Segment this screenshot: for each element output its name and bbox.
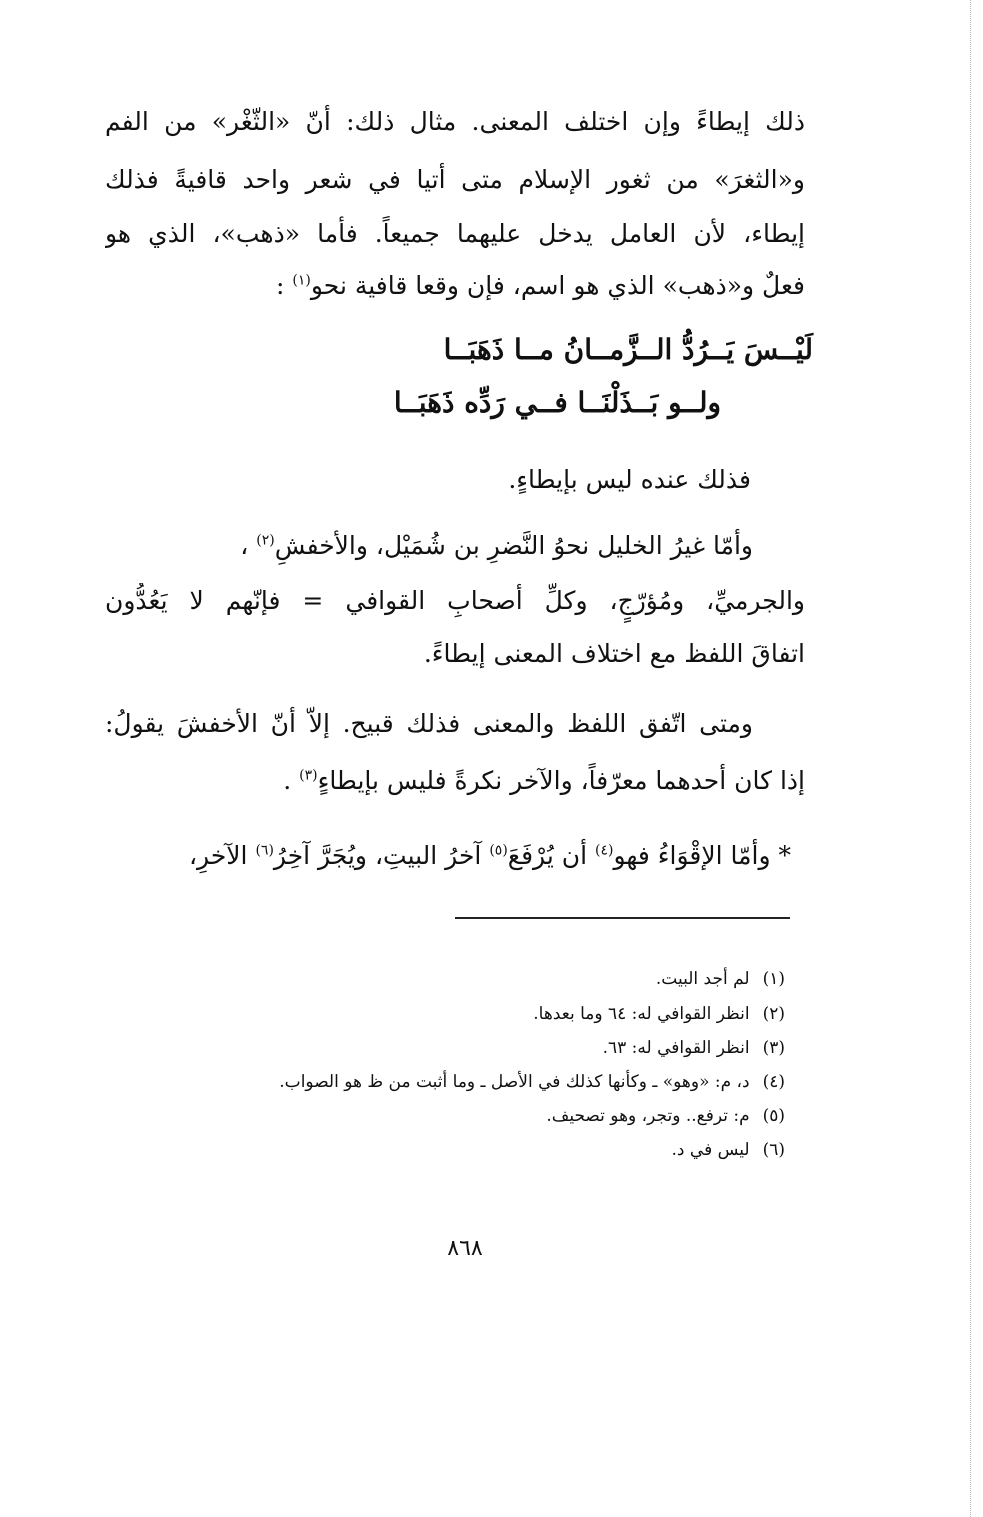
text-run: أن يُرْفَعَ: [507, 841, 595, 870]
text-run: وأمّا غيرُ الخليل نحوُ النَّضرِ بن شُمَيْل، والأخفشِ: [274, 531, 753, 560]
footnote-number: (٦): [762, 1140, 785, 1160]
text-run: اتفاقَ اللفظ مع اختلاف المعنى إيطاءً.: [423, 639, 805, 668]
text-run: ،: [240, 531, 257, 560]
page-number: ٨٦٨: [447, 1236, 483, 1261]
footnote-6: [672, 1137, 785, 1165]
footnote-text: د، م: «وهو» ـ وكأنها كذلك في الأصل ـ وما أثبت من ظ هو الصواب.: [279, 1072, 750, 1092]
text-run: ومتى اتّفق اللفظ والمعنى فذلك قبيح. إلاّ أنّ الأخفشَ يقولُ:: [105, 709, 753, 738]
verse-line-2: ولــو بَــذَلْنَــا فــي رَدِّه ذَهَبَــا: [393, 386, 721, 419]
footnote-5: [546, 1103, 785, 1131]
paragraph-1-line-2: [105, 162, 805, 202]
footnote-number: (١): [762, 969, 785, 989]
paragraph-1-line-4: [105, 268, 805, 308]
paragraph-4-line-1: [105, 706, 753, 746]
footnote-number: (٢): [762, 1004, 785, 1024]
footnote-2: [533, 1001, 785, 1029]
footnote-ref-6[interactable]: (٦): [255, 842, 274, 859]
footnote-ref-1[interactable]: (١): [292, 272, 311, 289]
footnote-text: انظر القوافي له: ٦٤ وما بعدها.: [533, 1004, 750, 1024]
footnote-ref-3[interactable]: (٣): [299, 767, 318, 784]
text-run: .: [283, 766, 300, 795]
text-run: ذلك إيطاءً وإن اختلف المعنى. مثال ذلك: أنّ «الثّغْر» من الفم: [105, 107, 805, 136]
text-run: إيطاء، لأن العامل يدخل عليهما جميعاً. فأما «ذهب»، الذي هو: [105, 219, 805, 248]
paragraph-3-line-2: [105, 583, 805, 623]
paragraph-3-line-3: [105, 636, 805, 676]
text-run: و«الثغرَ» من ثغور الإسلام متى أتيا في شعر واحد قافيةً فذلك: [105, 165, 805, 194]
paragraph-4-line-2: [105, 763, 805, 803]
footnote-text: ليس في د.: [671, 1140, 750, 1160]
text-run: :: [276, 271, 293, 300]
footnote-separator: [455, 917, 790, 919]
footnote-number: (٤): [762, 1072, 785, 1092]
footnote-3: [603, 1035, 785, 1063]
paragraph-5-line-1: [105, 838, 791, 878]
text-run: والجرميِّ، ومُؤرّجٍ، وكلِّ أصحابِ القوافي = فإنّهم لا يَعُدُّون: [105, 586, 805, 615]
footnote-ref-4[interactable]: (٤): [595, 842, 614, 859]
paragraph-1-line-1: [105, 104, 805, 144]
paragraph-1-line-3: [105, 216, 805, 256]
paragraph-2: [105, 462, 751, 502]
text-run: الآخرِ،: [188, 841, 256, 870]
text-run: فذلك عنده ليس بإيطاءٍ.: [508, 465, 751, 494]
footnote-number: (٣): [762, 1038, 785, 1058]
footnote-ref-5[interactable]: (٥): [489, 842, 508, 859]
text-run: * وأمّا الإقْوَاءُ فهو: [613, 841, 791, 870]
footnote-4: [279, 1069, 785, 1097]
footnote-text: انظر القوافي له: ٦٣.: [602, 1038, 750, 1058]
footnote-text: لم أجد البيت.: [655, 969, 750, 989]
text-run: فعلٌ و«ذهب» الذي هو اسم، فإن وقعا قافية نحو: [310, 271, 805, 300]
footnote-number: (٥): [762, 1106, 785, 1126]
text-run: إذا كان أحدهما معرّفاً، والآخر نكرةً فليس بإيطاءٍ: [317, 766, 805, 795]
footnote-1: [656, 966, 785, 994]
footnote-ref-2[interactable]: (٢): [256, 532, 275, 549]
footnote-text: م: ترفع.. وتجر، وهو تصحيف.: [546, 1106, 750, 1126]
paragraph-3-line-1: [105, 528, 753, 568]
text-run: آخرُ البيتِ، ويُجَرَّ آخِرُ: [273, 841, 490, 870]
verse-line-1: لَيْــسَ يَــرُدُّ الــزَّمــانُ مــا ذَهَبَــا: [443, 333, 813, 366]
